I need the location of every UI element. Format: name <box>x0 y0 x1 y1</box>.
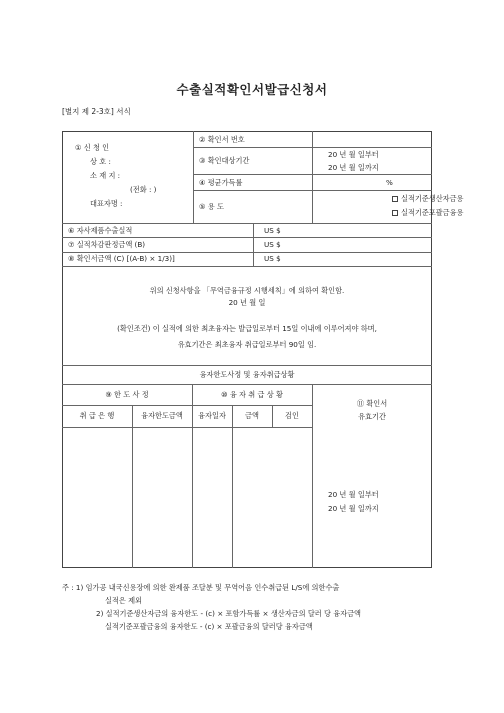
limit-header: ⑨ 한 도 사 정 <box>105 390 149 399</box>
col-bank: 취 급 은 행 <box>79 411 115 420</box>
amount-label-8: ⑧ 확인서금액 (C) [(A-B) × 1/3)] <box>68 254 175 263</box>
avg-rate-unit: % <box>386 178 393 187</box>
form-title: 수출실적확인서발급신청서 <box>176 82 328 97</box>
avg-rate-label: ④ 평균가득률 <box>199 178 243 187</box>
applicant-rep: 대표자명 : <box>90 199 123 208</box>
amount-label-6: ⑥ 자사제품수출실적 <box>68 226 133 235</box>
col-divider-validity <box>312 384 313 568</box>
validity-to[interactable]: 20 년 월 일까지 <box>328 504 379 513</box>
handling-header: ⑩ 융 자 취 급 상 황 <box>221 390 283 399</box>
checkbox-icon[interactable] <box>392 210 398 216</box>
amount-value-8[interactable]: US $ <box>264 254 281 263</box>
applicant-phone: (전화 : ) <box>130 185 157 194</box>
applicant-divider <box>193 131 194 223</box>
checkbox-icon[interactable] <box>392 196 398 202</box>
loan-section-header: 융자한도사정 및 융자취급상황 <box>199 370 295 379</box>
note-1b: 실적은 제외 <box>105 596 143 605</box>
period-from[interactable]: 20 년 월 일부터 <box>328 150 379 159</box>
amount-value-6[interactable]: US $ <box>264 226 281 235</box>
row-line <box>62 365 432 366</box>
validity-from[interactable]: 20 년 월 일부터 <box>328 490 379 499</box>
usage-label: ⑤ 용 도 <box>199 202 224 211</box>
row-line <box>62 266 432 267</box>
col-loan-date: 융자일자 <box>198 411 226 420</box>
usage-option-2[interactable]: 실적기준포괄금융용 <box>392 209 464 216</box>
confirm-condition-1: (확인조건) 이 실적에 의한 최초융자는 발급일로부터 15일 이내에 이루어져야 하며, <box>117 324 377 333</box>
row-line <box>193 190 432 191</box>
row-line <box>62 223 432 224</box>
amount-value-7[interactable]: US $ <box>264 240 281 249</box>
validity-header: ⑪ 확인서 <box>356 399 388 408</box>
note-1a: 주 : 1) 임가공 내국신용장에 의한 완제품 조달분 및 무역어음 인수취급된 L/S에 의한수출 <box>62 583 340 592</box>
applicant-address: 소 재 지 : <box>90 171 121 180</box>
note-2b: 실적기준포괄금융의 융자한도 - (c) × 포괄금융의 달러당 융자금액 <box>105 622 313 631</box>
usage-option-1[interactable]: 실적기준생산자금용 <box>392 195 464 202</box>
row-line <box>62 384 432 385</box>
form-table <box>62 131 432 568</box>
confirm-date[interactable]: 20 년 월 일 <box>228 298 266 307</box>
row-line <box>193 174 432 175</box>
applicant-label: ① 신 청 인 <box>75 143 110 152</box>
period-to[interactable]: 20 년 월 일까지 <box>328 163 379 172</box>
row-line <box>62 237 432 238</box>
col-divider <box>132 405 133 568</box>
form-number: [별지 제 2-3호] 서식 <box>62 107 131 116</box>
note-2a: 2) 실적기준생산자금의 융자한도 - (c) × 포함가득률 × 생산자금의 달러 당 융자금액 <box>96 609 362 618</box>
col-limit-amount: 융자한도금액 <box>141 411 183 420</box>
row-line <box>62 405 312 406</box>
col-seal: 검인 <box>285 411 299 420</box>
period-label: ③ 확인대상기간 <box>199 156 250 165</box>
amount-label-7: ⑦ 실적차감판정금액 (B) <box>68 240 146 249</box>
col-amount: 금액 <box>245 411 259 420</box>
col-divider <box>232 405 233 568</box>
row-line <box>193 147 432 148</box>
amount-divider <box>253 223 254 266</box>
confirm-statement: 위의 신청사항을 「무역금융규정 시행세칙」에 의하여 확인함. <box>149 286 345 295</box>
label-divider <box>312 131 313 223</box>
row-line <box>62 252 432 253</box>
validity-header-2: 유효기간 <box>358 412 386 421</box>
confirm-condition-2: 유효기간은 최초융자 취급일로부터 90일 임. <box>177 340 317 349</box>
row-line <box>62 427 312 428</box>
cert-no-label: ② 확인서 번호 <box>199 135 245 144</box>
cert-no-field[interactable] <box>315 134 429 145</box>
footnotes <box>62 581 361 633</box>
applicant-company: 상 호 : <box>90 157 111 166</box>
